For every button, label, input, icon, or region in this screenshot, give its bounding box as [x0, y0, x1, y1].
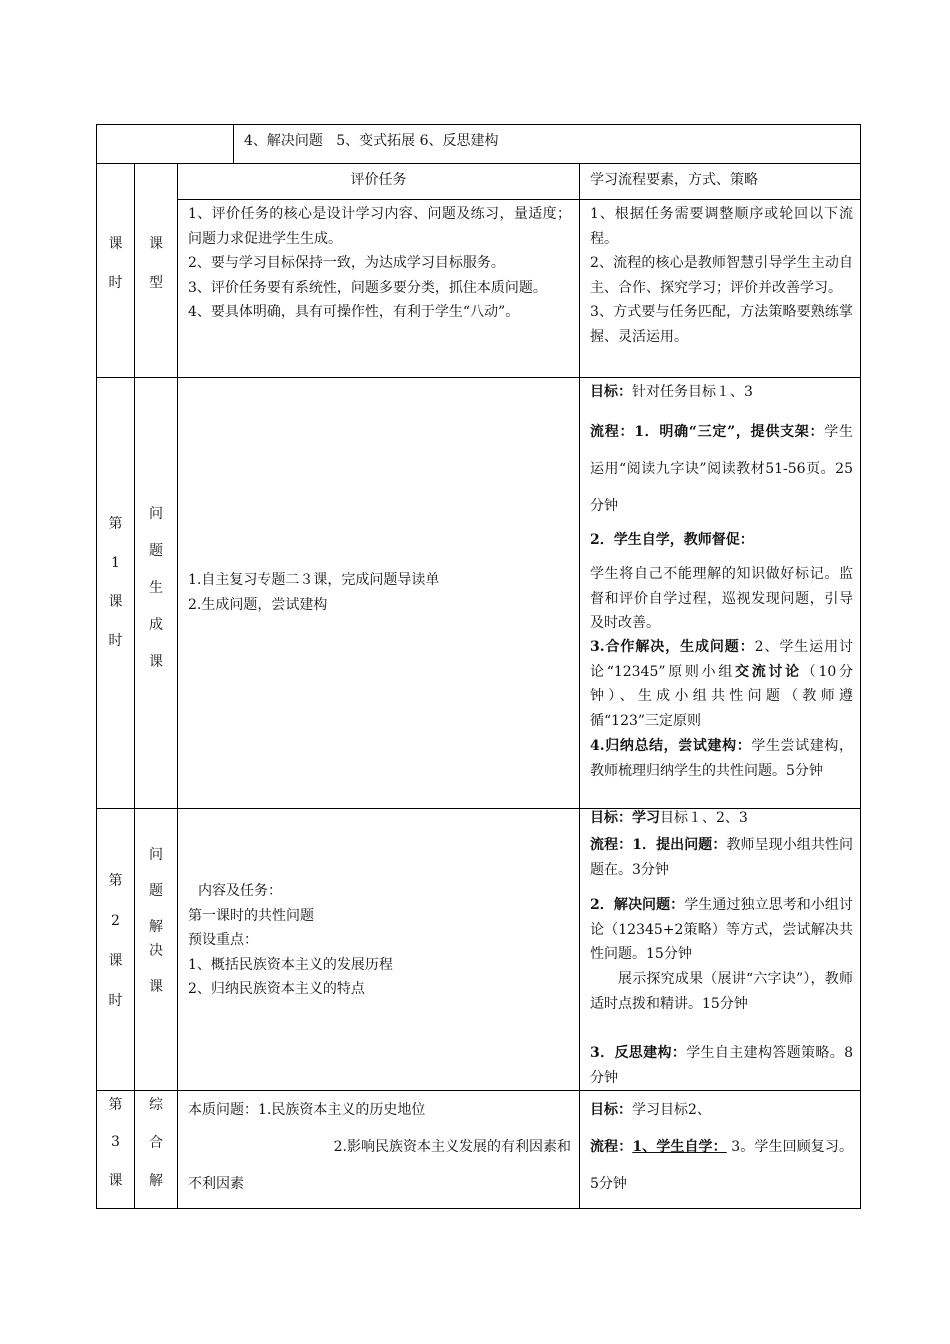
- lesson3-period-char: 3: [111, 1134, 120, 1150]
- lesson2-goal: [590, 806, 853, 831]
- lesson3-tasks: [188, 1092, 571, 1203]
- task-notes-cell: [177, 199, 579, 377]
- lesson3-step1-text: 3。学生回顾复习。5分钟: [590, 1139, 854, 1192]
- lesson1-type-char: 题: [149, 543, 163, 559]
- kexing-char-1: 课: [149, 236, 163, 252]
- lesson2-type-char: 决: [149, 943, 163, 959]
- lesson2-step3: [590, 1041, 853, 1090]
- lesson1-type-cell: [134, 377, 177, 808]
- lesson1-type-char: 成: [149, 617, 163, 633]
- lesson1-period-char: 时: [108, 633, 123, 649]
- lesson2-task-5: 2、归纳民族资本主义的特点: [188, 981, 365, 997]
- lesson1-task-1: 1.自主复习专题二３课，完成问题导读单: [188, 572, 440, 588]
- lesson2-type-char: 课: [149, 979, 163, 995]
- lesson1-goal-text: 针对任务目标１、3: [632, 384, 753, 400]
- lesson1-step3: [590, 635, 853, 733]
- lesson1-step4-text: 学生尝试建构，教师梳理归纳学生的共性问题。5分钟: [590, 738, 853, 779]
- lesson1-type-char: 问: [149, 506, 163, 522]
- flow-note-2: 2、流程的核心是教师智慧引导学生主动自主、合作、探究学习；评价并改善学习。: [590, 255, 853, 296]
- keshi-column-header: [96, 163, 134, 377]
- lesson3-period-char: 课: [108, 1173, 123, 1189]
- lesson2-period-char: 课: [108, 953, 123, 969]
- lesson2-tasks: [188, 879, 571, 1002]
- lesson3-goal: [590, 1092, 853, 1129]
- lesson1-period-char: 课: [108, 594, 123, 610]
- lesson1-tasks: [188, 568, 571, 617]
- task-note-2: 2、要与学习目标保持一致，为达成学习目标服务。: [188, 255, 505, 271]
- lesson2-task-3: 预设重点：: [188, 932, 258, 948]
- lesson2-period-char: 时: [108, 993, 123, 1009]
- header-text-cell: [233, 124, 861, 163]
- lesson1-goal: [590, 380, 853, 405]
- lesson1-flow-cell: [579, 377, 861, 808]
- lesson1-step3-text-a: 2、学生运用讨论“12345”原则小组: [590, 639, 853, 680]
- header-blank-cell: [96, 124, 233, 163]
- flow-header-text: 学习流程要素，方式、策略: [590, 172, 758, 188]
- lesson2-task-1: 内容及任务：: [198, 883, 282, 899]
- lesson2-step2: [590, 893, 853, 967]
- lesson1-step4-label: 4.归纳总结，尝试建构：: [590, 738, 752, 754]
- lesson3-type-char: 综: [149, 1097, 163, 1113]
- lesson2-task-cell: [177, 808, 579, 1090]
- lesson1-type-char: 课: [149, 654, 163, 670]
- lesson2-goal-text: 目标１、2、3: [660, 810, 748, 826]
- lesson2-step2-label: 2．解决问题：: [590, 897, 685, 913]
- flow-header-cell: [579, 163, 861, 199]
- lesson1-step1-text: 学生运用“阅读九字诀”阅读教材51-56页。25分钟: [590, 424, 853, 514]
- lesson2-type-char: 问: [149, 847, 163, 863]
- task-note-3: 3、评价任务要有系统性，问题多要分类，抓住本质问题。: [188, 279, 547, 296]
- lesson3-goal-text: 学习目标2、: [632, 1102, 711, 1118]
- task-header-cell: [177, 163, 579, 199]
- flow-notes: [590, 202, 853, 349]
- lesson3-task-1: 本质问题：1.民族资本主义的历史地位: [188, 1102, 426, 1118]
- flow-note-1: 1、根据任务需要调整顺序或轮回以下流程。: [590, 206, 853, 247]
- lesson1-task-2: 2.生成问题，尝试建构: [188, 596, 328, 613]
- lesson3-step1-label: 流程：: [590, 1139, 633, 1155]
- lesson1-period-char: 第: [108, 516, 123, 532]
- lesson3-step1-underline: 1、学生自学：: [632, 1139, 727, 1155]
- lesson2-step1: [590, 833, 853, 882]
- lesson1-step3-bold: 交流讨论: [735, 663, 802, 680]
- task-header-text: 评价任务: [350, 172, 407, 188]
- lesson1-task-cell: [177, 377, 579, 808]
- lesson2-step3-label: 3．反思建构：: [590, 1045, 687, 1061]
- kexing-char-2: 型: [149, 275, 163, 291]
- lesson2-task-2: 第一课时的共性问题: [188, 907, 314, 924]
- lesson3-task-2: 2.影响民族资本主义发展的有利因素和: [333, 1139, 571, 1155]
- lesson3-type-cell: [134, 1090, 177, 1209]
- lesson2-type-cell: [134, 808, 177, 1090]
- lesson2-step1-text: 教师呈现小组共性问题在。3分钟: [590, 837, 853, 878]
- flow-note-3: 3、方式要与任务匹配，方法策略要熟练掌握、灵活运用。: [590, 304, 853, 345]
- lesson3-flow-cell: [579, 1090, 861, 1209]
- lesson1-period-cell: [96, 377, 134, 808]
- lesson2-period-cell: [96, 808, 134, 1090]
- lesson2-task-4: 1、概括民族资本主义的发展历程: [188, 956, 393, 973]
- lesson1-step1: [590, 414, 853, 525]
- keshi-char-1: 课: [108, 236, 123, 252]
- lesson2-goal-label: 目标：学习: [590, 810, 660, 826]
- lesson1-step1-label: 流程：1．明确“三定”，提供支架：: [590, 424, 825, 440]
- lesson2-step2-text: 学生通过独立思考和小组讨论（12345+2策略）等方式，尝试解决共性问题。15分钟: [590, 897, 853, 962]
- lesson3-task-cell: [177, 1090, 579, 1209]
- task-note-1: 1、评价任务的核心是设计学习内容、问题及练习，量适度；问题力求促进学生生成。: [188, 206, 571, 247]
- lesson3-type-char: 合: [149, 1135, 163, 1151]
- lesson3-goal-label: 目标：: [590, 1102, 632, 1118]
- lesson1-step3-text-b: （10分钟）、生成小组共性问题（教师遵循“123”三定原则: [590, 663, 853, 729]
- lesson3-period-char: 第: [108, 1097, 123, 1113]
- lesson2-step2-extra: 展示探究成果（展讲“六字诀”），教师适时点拨和精讲。15分钟: [590, 971, 853, 1012]
- lesson1-step2-body: 学生将自己不能理解的知识做好标记。监督和评价自学过程，巡视发现问题，引导及时改善。: [590, 566, 853, 631]
- kexing-column-header: [134, 163, 177, 377]
- lesson2-step1-label: 流程：1．提出问题：: [590, 837, 727, 853]
- lesson1-step2: [590, 528, 853, 553]
- lesson3-task-3: 不利因素: [188, 1176, 244, 1192]
- task-notes: [188, 202, 571, 325]
- lesson3-type-char: 解: [149, 1173, 163, 1189]
- task-note-4: 4、要具体明确，具有可操作性，有利于学生“八动”。: [188, 304, 520, 320]
- lesson3-step1: [590, 1129, 853, 1203]
- lesson2-step3-text: 学生自主建构答题策略。8分钟: [590, 1045, 853, 1086]
- lesson2-type-char: 解: [149, 919, 163, 935]
- lesson3-period-cell: [96, 1090, 134, 1209]
- lesson2-period-char: 第: [108, 873, 123, 889]
- lesson1-goal-label: 目标：: [590, 384, 632, 400]
- lesson1-period-char: 1: [111, 555, 120, 571]
- lesson1-step2-label: 2．学生自学，教师督促：: [590, 532, 754, 548]
- lesson1-step3-label: 3.合作解决，生成问题：: [590, 639, 755, 655]
- lesson1-step4: [590, 734, 853, 783]
- lesson2-type-char: 题: [149, 883, 163, 899]
- lesson2-period-char: 2: [111, 913, 120, 929]
- lesson2-flow-cell: [579, 808, 861, 1090]
- lesson1-type-char: 生: [149, 580, 163, 596]
- flow-notes-cell: [579, 199, 861, 377]
- keshi-char-2: 时: [108, 275, 123, 291]
- header-steps-text: 4、解决问题 5、变式拓展 6、反思建构: [244, 133, 499, 149]
